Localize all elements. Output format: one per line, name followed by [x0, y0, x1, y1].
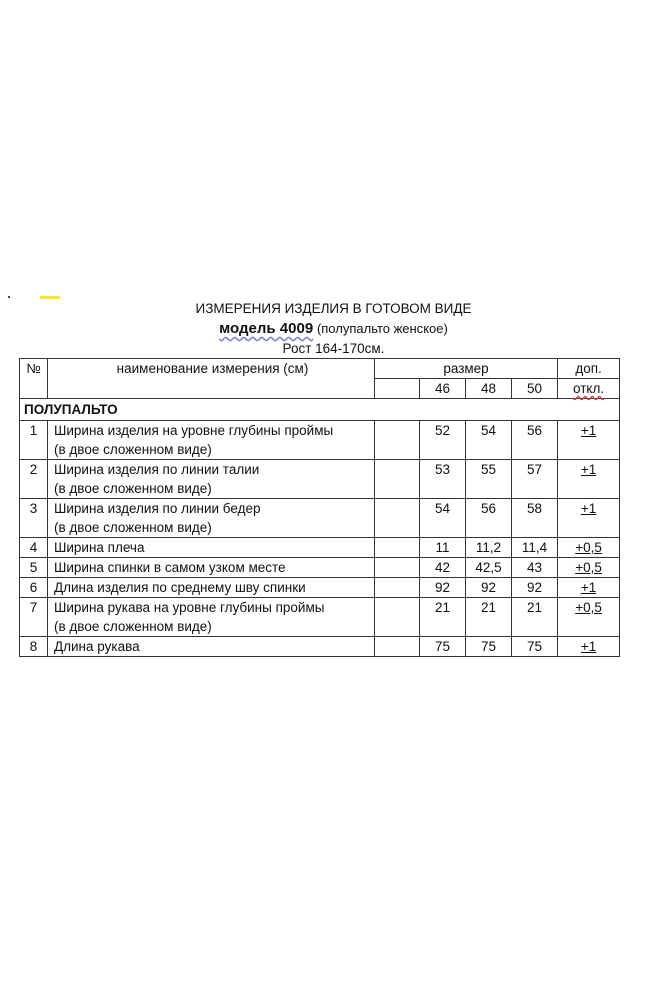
section-row — [20, 399, 620, 421]
measurement-name-line-1: Ширина плеча — [54, 540, 145, 555]
tolerance — [558, 421, 620, 460]
size-value: 42 — [420, 558, 466, 578]
tolerance-value: +0,5 — [575, 540, 602, 555]
blank-cell — [375, 598, 420, 637]
size-value: 55 — [466, 460, 512, 499]
size-value: 57 — [512, 460, 558, 499]
blank-cell — [375, 578, 420, 598]
size-value: 11 — [420, 538, 466, 558]
size-value: 53 — [420, 460, 466, 499]
row-number: 6 — [20, 578, 48, 598]
blank-cell — [375, 637, 420, 657]
model-line — [0, 320, 667, 337]
table-row — [20, 578, 620, 598]
tolerance — [558, 598, 620, 637]
size-48: 48 — [466, 379, 512, 399]
size-50: 50 — [512, 379, 558, 399]
blank-cell — [375, 538, 420, 558]
col-dev-header-1: доп. — [558, 359, 620, 379]
measurement-name-line-1: Ширина изделия по линии бедер — [54, 501, 261, 516]
tolerance-value: +0,5 — [575, 600, 602, 615]
measurement-name-line-2: (в двое сложенном виде) — [54, 442, 212, 457]
table-row — [20, 421, 620, 460]
measurement-name-line-1: Длина рукава — [54, 639, 140, 654]
row-number: 1 — [20, 421, 48, 460]
table-row — [20, 558, 620, 578]
size-value: 21 — [466, 598, 512, 637]
tolerance — [558, 499, 620, 538]
col-size-header: размер — [375, 359, 558, 379]
size-value: 58 — [512, 499, 558, 538]
measurement-name — [48, 598, 375, 637]
size-value: 75 — [420, 637, 466, 657]
size-46: 46 — [420, 379, 466, 399]
tolerance-value: +1 — [580, 423, 597, 438]
measurement-name-line-1: Длина изделия по среднему шву спинки — [54, 580, 306, 595]
size-value: 75 — [466, 637, 512, 657]
size-value: 11,4 — [512, 538, 558, 558]
tolerance — [558, 460, 620, 499]
size-value: 21 — [420, 598, 466, 637]
table-row — [20, 460, 620, 499]
model-label: модель 4009 — [219, 320, 314, 337]
blank-cell — [375, 558, 420, 578]
measurement-name — [48, 578, 375, 598]
document-title: ИЗМЕРЕНИЯ ИЗДЕЛИЯ В ГОТОВОМ ВИДЕ — [195, 301, 472, 316]
table-row — [20, 499, 620, 538]
yellow-highlight-mark — [40, 296, 60, 299]
tolerance-value: +1 — [580, 580, 597, 595]
tolerance-value: +1 — [580, 462, 597, 477]
row-number: 2 — [20, 460, 48, 499]
measurement-name — [48, 421, 375, 460]
tolerance-value: +0,5 — [575, 560, 602, 575]
col-no-header: № — [20, 359, 48, 399]
size-value: 92 — [512, 578, 558, 598]
measurement-name-line-1: Ширина изделия по линии талии — [54, 462, 260, 477]
blank-cell — [375, 421, 420, 460]
measurements-table — [19, 358, 620, 657]
model-kind: (полупальто женское) — [316, 321, 448, 336]
table-row — [20, 538, 620, 558]
header-row-1 — [20, 359, 620, 379]
measurement-name — [48, 558, 375, 578]
tolerance-value: +1 — [580, 501, 597, 516]
tolerance — [558, 538, 620, 558]
speck — [8, 296, 10, 298]
size-value: 21 — [512, 598, 558, 637]
measurement-name-line-2: (в двое сложенном виде) — [54, 481, 212, 496]
size-value: 52 — [420, 421, 466, 460]
measurement-name-line-2: (в двое сложенном виде) — [54, 619, 212, 634]
size-value: 54 — [466, 421, 512, 460]
tolerance — [558, 578, 620, 598]
size-value: 56 — [466, 499, 512, 538]
table-row — [20, 637, 620, 657]
size-blank-cell — [375, 379, 420, 399]
row-number: 4 — [20, 538, 48, 558]
measurement-name — [48, 460, 375, 499]
measurement-name — [48, 499, 375, 538]
size-value: 56 — [512, 421, 558, 460]
measurement-name — [48, 637, 375, 657]
height-line: Рост 164-170см. — [282, 341, 385, 356]
size-value: 92 — [420, 578, 466, 598]
row-number: 8 — [20, 637, 48, 657]
blank-cell — [375, 460, 420, 499]
col-name-header: наименование измерения (см) — [48, 359, 375, 399]
size-value: 42,5 — [466, 558, 512, 578]
measurement-name-line-1: Ширина спинки в самом узком месте — [54, 560, 286, 575]
tolerance-value: +1 — [580, 639, 597, 654]
size-value: 54 — [420, 499, 466, 538]
row-number: 3 — [20, 499, 48, 538]
size-value: 11,2 — [466, 538, 512, 558]
measurement-name-line-2: (в двое сложенном виде) — [54, 520, 212, 535]
tolerance — [558, 637, 620, 657]
measurement-name-line-1: Ширина изделия на уровне глубины проймы — [54, 423, 334, 438]
size-value: 92 — [466, 578, 512, 598]
section-title: ПОЛУПАЛЬТО — [20, 399, 620, 421]
size-value: 75 — [512, 637, 558, 657]
row-number: 5 — [20, 558, 48, 578]
blank-cell — [375, 499, 420, 538]
col-dev-header-2: откл. — [558, 379, 620, 399]
measurement-name — [48, 538, 375, 558]
table-row — [20, 598, 620, 637]
size-value: 43 — [512, 558, 558, 578]
measurement-name-line-1: Ширина рукава на уровне глубины проймы — [54, 600, 325, 615]
tolerance — [558, 558, 620, 578]
row-number: 7 — [20, 598, 48, 637]
